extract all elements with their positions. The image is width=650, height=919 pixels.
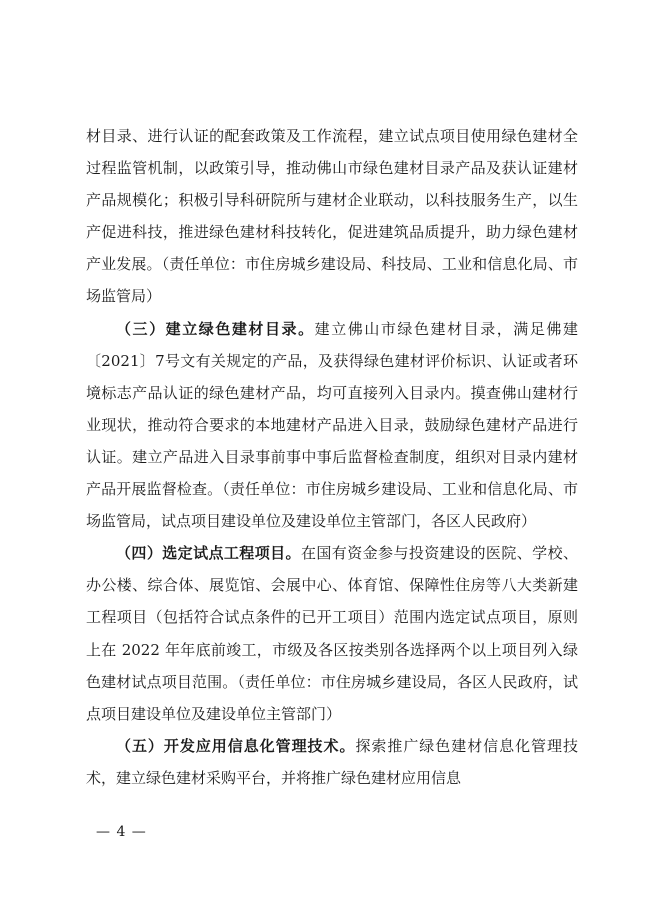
paragraph-heading: （三）建立绿色建材目录。 — [116, 319, 315, 338]
body-text — [86, 120, 578, 794]
paragraph-text: 材目录、进行认证的配套政策及工作流程，建立试点项目使用绿色建材全过程监管机制，以政策引导，推动佛山市绿色建材目录产品及获认证建材产品规模化；积极引导科研院所与建材企业联动，以科技服务生产，以生产促进科技，推进绿色建材科技转化，促进建筑品质提升，助力绿色建材产业发展。（责任单位：市住房城乡建设局、科技局、工业和信息化局、市场监管局） — [86, 127, 578, 306]
paragraph-heading: （四）选定试点工程项目。 — [116, 544, 301, 563]
paragraph-section-3 — [86, 313, 578, 538]
paragraph-text: 建立佛山市绿色建材目录，满足佛建〔2021〕7号文有关规定的产品，及获得绿色建材评价标识、认证或者环境标志产品认证的绿色建材产品，均可直接列入目录内。摸查佛山建材行业现状，推动符合要求的本地建材产品进入目录，鼓励绿色建材产品进行认证。建立产品进入目录事前事中事后监督检查制度，组织对目录内建材产品开展监督检查。（责任单位：市住房城乡建设局、工业和信息化局、市场监管局，试点项目建设单位及建设单位主管部门，各区人民政府） — [86, 319, 578, 531]
paragraph-text: 在国有资金参与投资建设的医院、学校、办公楼、综合体、展览馆、会展中心、体育馆、保障性住房等八大类新建工程项目（包括符合试点条件的已开工项目）范围内选定试点项目，原则上在 2022 年年底前竣工，市级及各区按类别各选择两个以上项目列入绿色建材试点项目范围。（责任单位：市住房城乡建设局，各区人民政府，试点项目建设单位及建设单位主管部门） — [86, 544, 578, 723]
page-number: — 4 — — [96, 824, 147, 840]
paragraph-text: 探索推广绿色建材信息化管理技术，建立绿色建材采购平台，并将推广绿色建材应用信息 — [86, 736, 578, 787]
paragraph-section-4 — [86, 537, 578, 730]
paragraph-heading: （五）开发应用信息化管理技术。 — [116, 736, 356, 755]
paragraph-section-5 — [86, 730, 578, 794]
paragraph-continuation — [86, 120, 578, 313]
